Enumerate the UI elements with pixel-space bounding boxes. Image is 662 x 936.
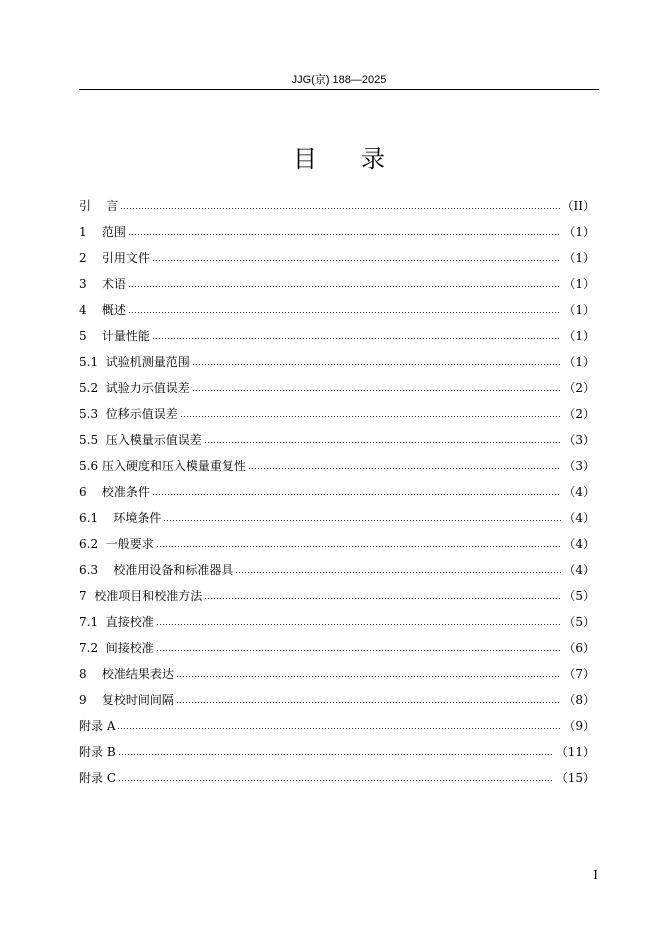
dot-leader [156,612,562,626]
toc-entry[interactable] [79,482,595,508]
dot-leader [156,638,562,652]
toc-entry-label: 附录 B [79,745,116,759]
toc-entry[interactable] [79,716,595,742]
toc-entry-page: （4） [563,537,595,551]
title-char-1: 目 [293,145,317,173]
dot-leader [152,326,561,340]
toc-entry-page: （8） [563,693,595,707]
dot-leader [235,560,561,574]
dot-leader [128,274,561,288]
toc-entry-page: （1） [563,251,595,265]
header-rule [79,89,599,90]
page-number: I [593,868,598,882]
dot-leader [156,534,562,548]
toc-entry[interactable] [79,378,595,404]
toc-entry-label: 7.2 间接校准 [79,641,154,655]
toc-entry-page: （4） [563,485,595,499]
toc-entry-page: （3） [563,459,595,473]
toc-entry-page: （4） [563,563,595,577]
toc-entry-label: 5.3 位移示值误差 [79,407,178,421]
toc-entry[interactable] [79,534,595,560]
toc-entry-label: 7 校准项目和校准方法 [79,589,203,603]
toc-entry-page: （2） [563,407,595,421]
toc-entry[interactable] [79,586,595,612]
toc-entry-page: （1） [563,329,595,343]
dot-leader [118,768,554,782]
toc-entry-label: 9 复校时间间隔 [79,693,174,707]
toc-entry-label: 6.3 校准用设备和标准器具 [79,563,234,577]
document-code-header: JJG(京) 188—2025 [291,74,387,86]
toc-entry-label: 6.2 一般要求 [79,537,154,551]
page-title [79,143,599,175]
toc-entry-page: （5） [563,615,595,629]
dot-leader [128,222,561,236]
dot-leader [120,196,559,210]
toc-entry-label: 8 校准结果表达 [79,667,174,681]
toc-entry[interactable] [79,560,595,586]
dot-leader [204,430,562,444]
dot-leader [152,482,561,496]
toc-entry-page: （1） [563,225,595,239]
toc-entry[interactable] [79,742,595,768]
toc-entry-label: 引 言 [79,199,119,213]
dot-leader [128,300,561,314]
toc-entry-label: 1 范围 [79,225,126,239]
toc-entry-label: 5 计量性能 [79,329,150,343]
toc-entry-label: 5.5 压入模量示值误差 [79,433,202,447]
toc-entry[interactable] [79,638,595,664]
toc-entry-page: （9） [563,719,595,733]
toc-entry[interactable] [79,508,595,534]
dot-leader [192,352,562,366]
dot-leader [204,586,561,600]
toc-entry-page: （15） [555,771,595,785]
toc-entry-label: 5.6 压入硬度和压入模量重复性 [79,459,246,473]
dot-leader [117,716,561,730]
toc-entry-label: 7.1 直接校准 [79,615,154,629]
toc-entry[interactable] [79,664,595,690]
toc-entry[interactable] [79,274,595,300]
toc-entry[interactable] [79,768,595,794]
dot-leader [152,248,561,262]
toc-entry-page: （11） [555,745,595,759]
toc-entry[interactable] [79,690,595,716]
toc-entry-label: 附录 A [79,719,116,733]
dot-leader [163,508,561,522]
toc-entry-label: 6.1 环境条件 [79,511,162,525]
toc-entry-page: （7） [563,667,595,681]
toc-entry[interactable] [79,352,595,378]
dot-leader [248,456,561,470]
toc-entry-page: （5） [563,589,595,603]
title-char-2: 录 [361,145,385,173]
toc-entry[interactable] [79,300,595,326]
toc-entry-label: 5.1 试验机测量范围 [79,355,190,369]
toc-entry[interactable] [79,222,595,248]
toc-entry[interactable] [79,248,595,274]
toc-entry[interactable] [79,430,595,456]
toc-entry-page: （3） [563,433,595,447]
toc-entry-page: （2） [563,381,595,395]
dot-leader [180,404,562,418]
dot-leader [192,378,562,392]
toc-entry[interactable] [79,456,595,482]
toc-entry-label: 6 校准条件 [79,485,150,499]
toc-entry-page: （II） [561,199,595,213]
toc-entry-page: （4） [563,511,595,525]
dot-leader [176,690,561,704]
toc-entry-page: （1） [563,277,595,291]
toc-entry[interactable] [79,612,595,638]
dot-leader [118,742,554,756]
toc-entry-label: 2 引用文件 [79,251,150,265]
toc-entry-label: 4 概述 [79,303,126,317]
toc-entry-label: 附录 C [79,771,116,785]
toc-entry-label: 5.2 试验力示值误差 [79,381,190,395]
toc-entry-page: （1） [563,303,595,317]
toc-entry[interactable] [79,196,595,222]
toc-entry-label: 3 术语 [79,277,126,291]
toc-entry[interactable] [79,326,595,352]
dot-leader [176,664,561,678]
table-of-contents [79,196,595,794]
toc-entry-page: （6） [563,641,595,655]
toc-entry[interactable] [79,404,595,430]
toc-entry-page: （1） [563,355,595,369]
